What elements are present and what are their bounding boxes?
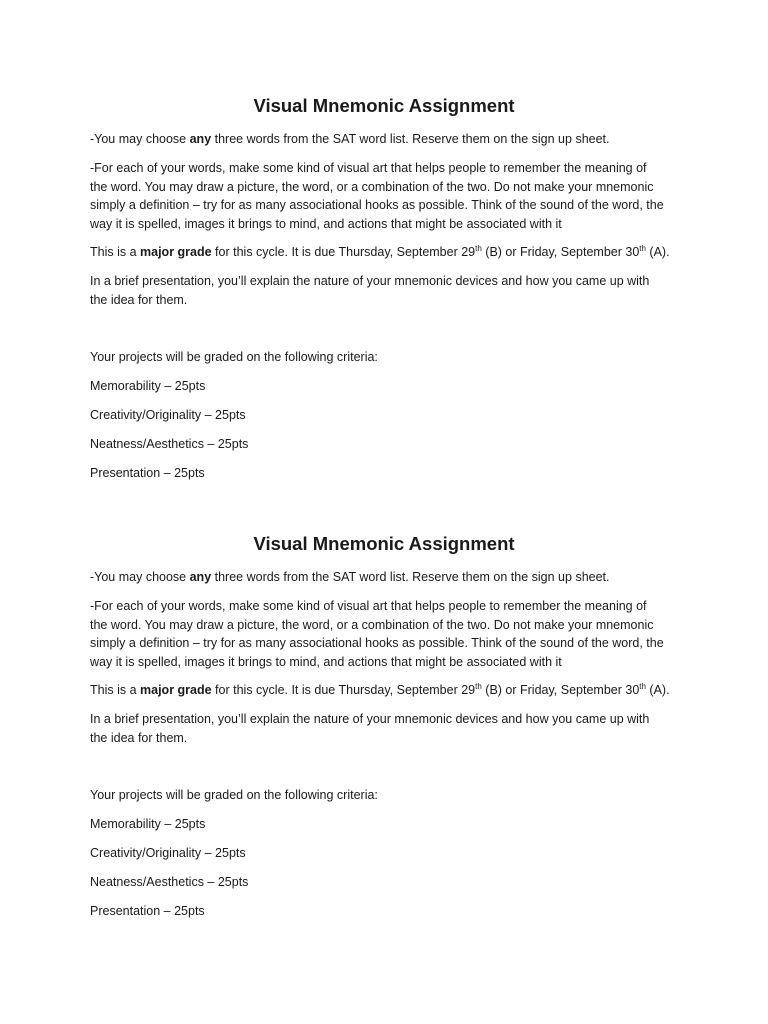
art-line: the word. You may draw a picture, the word, or a combination of the two. Do not make your mnemonic [90, 617, 654, 632]
ordinal-suffix: th [639, 244, 646, 253]
presentation-paragraph [90, 272, 649, 309]
choose-emphasis: any [189, 132, 212, 146]
presentation-line: In a brief presentation, you’ll explain the nature of your mnemonic devices and how you came up with [90, 274, 650, 288]
choose-text-start: -You may choose [90, 132, 190, 146]
grade-text-end: (A). [645, 245, 670, 259]
assignment-title: Visual Mnemonic Assignment [253, 95, 515, 116]
visual-art-paragraph [90, 159, 664, 233]
grade-text-start: This is a [90, 245, 141, 259]
grade-due-date-b: for this cycle. It is due Thursday, September 29 [211, 245, 476, 259]
grade-emphasis: major grade [140, 683, 212, 697]
presentation-line: the idea for them. [90, 730, 188, 745]
choose-emphasis: any [189, 570, 212, 584]
criterion-item: Creativity/Originality – 25pts [90, 408, 246, 422]
assignment-title: Visual Mnemonic Assignment [253, 533, 515, 554]
choose-text-end: three words from the SAT word list. Reserve them on the sign up sheet. [211, 132, 610, 146]
grade-emphasis: major grade [140, 245, 212, 259]
choose-words-paragraph [90, 568, 610, 587]
presentation-line: In a brief presentation, you’ll explain the nature of your mnemonic devices and how you came up with [90, 712, 650, 726]
criteria-intro: Your projects will be graded on the following criteria: [90, 788, 378, 802]
choose-words-paragraph [90, 130, 610, 149]
grade-due-date-a: (B) or Friday, September 30 [481, 245, 640, 259]
choose-text-end: three words from the SAT word list. Reserve them on the sign up sheet. [211, 570, 610, 584]
criterion-item: Presentation – 25pts [90, 466, 205, 480]
ordinal-suffix: th [475, 244, 482, 253]
ordinal-suffix: th [475, 682, 482, 691]
art-line: simply a definition – try for as many associational hooks as possible. Think of the sound of the word, the [90, 198, 664, 213]
art-line: way it is spelled, images it brings to mind, and actions that might be associated with it [90, 216, 562, 231]
grade-due-date-a: (B) or Friday, September 30 [481, 683, 640, 697]
art-line: simply a definition – try for as many associational hooks as possible. Think of the sound of the word, the [90, 636, 664, 651]
criterion-item: Memorability – 25pts [90, 379, 206, 393]
art-line: the word. You may draw a picture, the word, or a combination of the two. Do not make your mnemonic [90, 179, 654, 194]
ordinal-suffix: th [639, 682, 646, 691]
choose-text-start: -You may choose [90, 570, 190, 584]
art-line: -For each of your words, make some kind of visual art that helps people to remember the meaning of [90, 599, 647, 613]
presentation-line: the idea for them. [90, 292, 188, 307]
major-grade-paragraph [90, 243, 670, 262]
criterion-item: Neatness/Aesthetics – 25pts [90, 437, 249, 451]
grade-text-start: This is a [90, 683, 141, 697]
art-line: -For each of your words, make some kind of visual art that helps people to remember the meaning of [90, 161, 647, 175]
art-line: way it is spelled, images it brings to mind, and actions that might be associated with it [90, 654, 562, 669]
criterion-item: Presentation – 25pts [90, 904, 205, 918]
criteria-intro: Your projects will be graded on the following criteria: [90, 350, 378, 364]
grade-due-date-b: for this cycle. It is due Thursday, September 29 [211, 683, 476, 697]
major-grade-paragraph [90, 681, 670, 700]
grade-text-end: (A). [645, 683, 670, 697]
criterion-item: Memorability – 25pts [90, 817, 206, 831]
visual-art-paragraph [90, 597, 664, 671]
presentation-paragraph [90, 710, 649, 747]
criterion-item: Creativity/Originality – 25pts [90, 846, 246, 860]
criterion-item: Neatness/Aesthetics – 25pts [90, 875, 249, 889]
